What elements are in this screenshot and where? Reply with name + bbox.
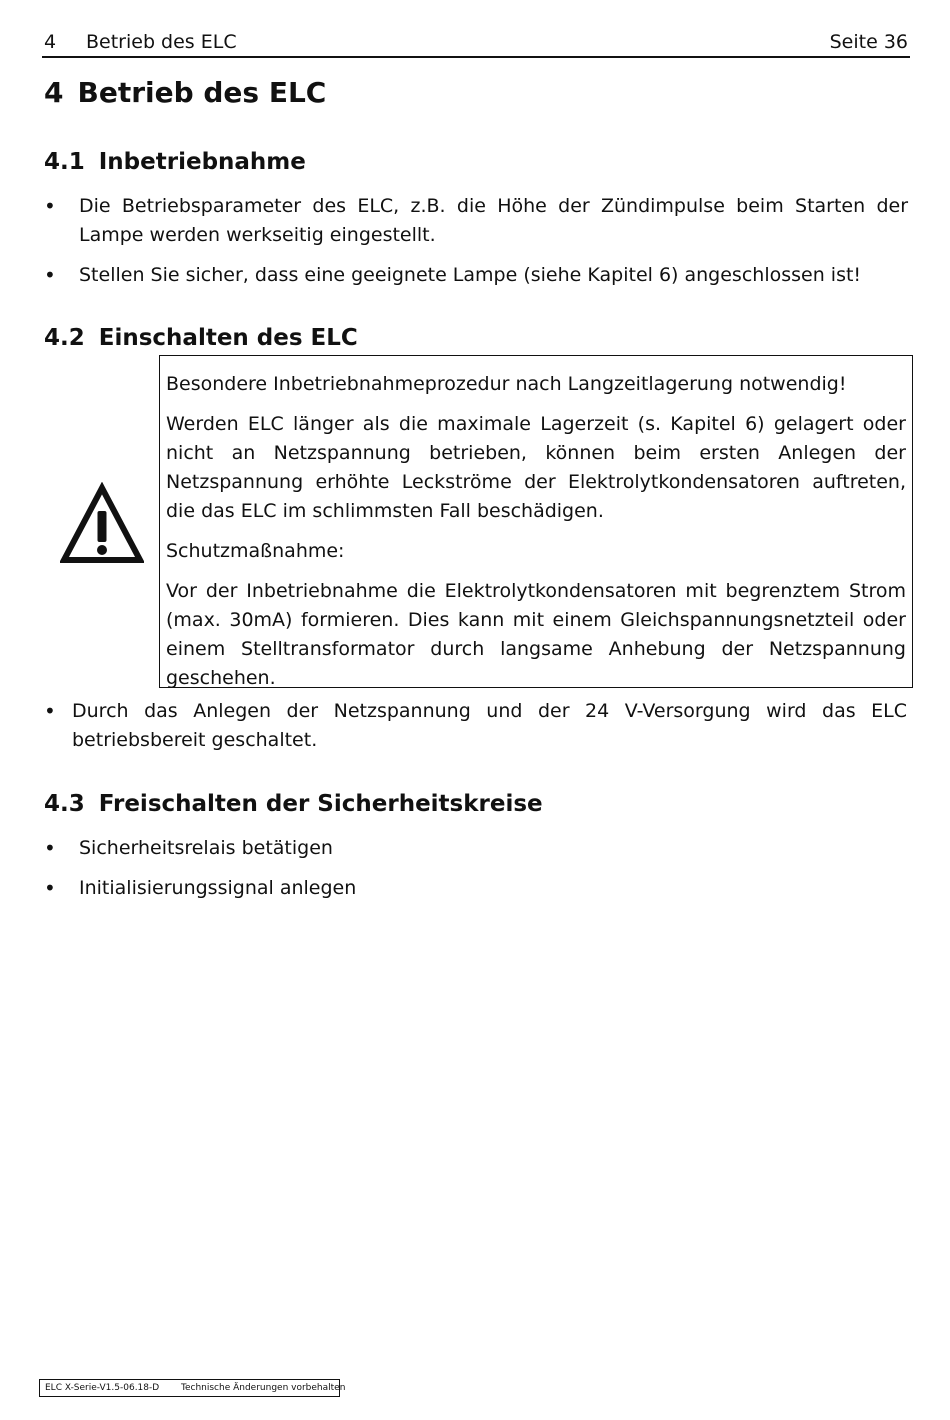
- section-title: Inbetriebnahme: [98, 149, 306, 175]
- section-title: Einschalten des ELC: [98, 325, 358, 351]
- bullet-list-4-2: [44, 697, 907, 766]
- list-item: • Durch das Anlegen der Netzspannung und der 24 V-Versorgung wird das ELC betriebsbereit geschaltet.: [44, 697, 907, 755]
- section-heading-4-3: [44, 789, 543, 819]
- header-chapter-title: Betrieb des ELC: [86, 31, 237, 53]
- chapter-number: 4: [44, 76, 64, 109]
- warning-box: [159, 355, 913, 688]
- warning-paragraph: Werden ELC länger als die maximale Lagerzeit (s. Kapitel 6) gelagert oder nicht an Netzspannung betrieben, können beim ersten Anlegen der Netzspannung erhöhte Leckströme der Elektrolytkondensatoren auftreten, die das ELC im schlimmsten Fall beschädigen.: [166, 413, 906, 522]
- warning-title: Besondere Inbetriebnahmeprozedur nach Langzeitlagerung notwendig!: [166, 373, 847, 395]
- section-number: 4.3: [44, 791, 85, 817]
- list-item: • Die Betriebsparameter des ELC, z.B. die Höhe der Zündimpulse beim Starten der Lampe werden werkseitig eingestellt.: [44, 192, 908, 250]
- bullet-list-4-1: [44, 192, 908, 301]
- chapter-title: Betrieb des ELC: [77, 76, 327, 109]
- header-chapter-number: 4: [44, 31, 57, 53]
- warning-triangle-icon: [60, 482, 144, 566]
- header-page-number: Seite 36: [829, 31, 908, 53]
- chapter-heading: [44, 74, 326, 112]
- section-number: 4.1: [44, 149, 85, 175]
- section-number: 4.2: [44, 325, 85, 351]
- bullet-list-4-3: [44, 834, 908, 914]
- list-item: • Sicherheitsrelais betätigen: [44, 834, 908, 863]
- footer-note: Technische Änderungen vorbehalten: [181, 1383, 346, 1393]
- warning-paragraph: Vor der Inbetriebnahme die Elektrolytkondensatoren mit begrenztem Strom (max. 30mA) formieren. Dies kann mit einem Gleichspannungsnetzteil oder einem Stelltransformator durch langsame Anhebung der Netzspannung geschehen.: [166, 580, 906, 689]
- running-header: [42, 30, 910, 58]
- warning-subheading: Schutzmaßnahme:: [166, 540, 345, 562]
- section-title: Freischalten der Sicherheitskreise: [98, 791, 543, 817]
- list-item: • Initialisierungssignal anlegen: [44, 874, 908, 903]
- section-heading-4-1: [44, 147, 306, 177]
- footer: [39, 1379, 346, 1397]
- footer-document-id: ELC X-Serie-V1.5-06.18-D: [45, 1383, 160, 1393]
- section-heading-4-2: [44, 323, 358, 353]
- list-item: • Stellen Sie sicher, dass eine geeignete Lampe (siehe Kapitel 6) angeschlossen ist!: [44, 261, 908, 290]
